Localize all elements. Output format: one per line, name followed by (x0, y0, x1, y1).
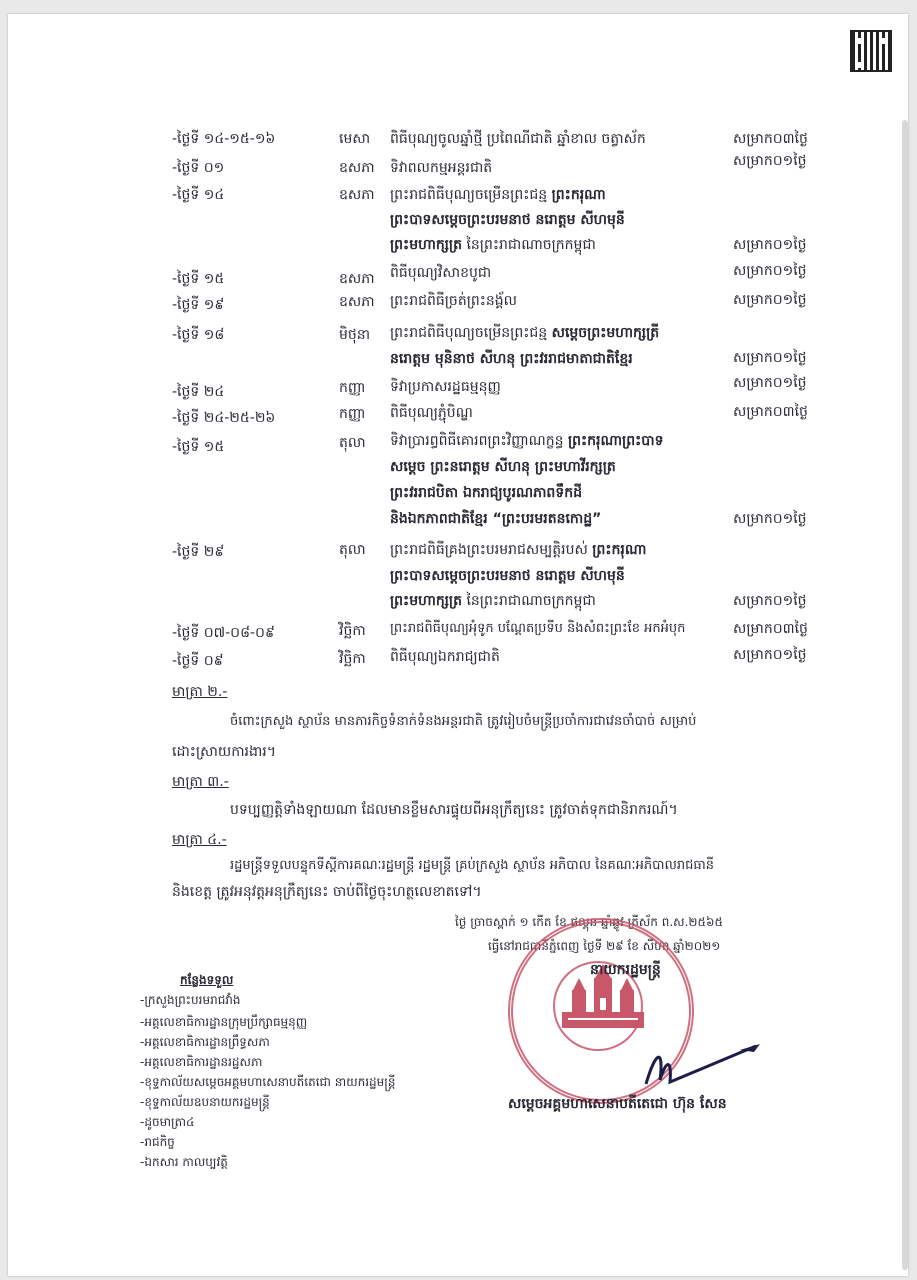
holiday-month: មិថុនា (339, 327, 371, 343)
holiday-rest: សម្រាក០១ថ្ងៃ (733, 350, 807, 366)
holiday-day: -ថ្ងៃទី ០៧-០៨-០៩ (172, 625, 275, 641)
holiday-event: ទិវាប្រកាសរដ្ឋធម្មនុញ្ញ (390, 379, 501, 395)
holiday-day: -ថ្ងៃទី ០៩ (172, 653, 224, 669)
signer-title: នាយករដ្ឋមន្ត្រី (590, 962, 661, 978)
holiday-event: ព្រះរាជពិធីបុណ្យចម្រើនព្រះជន្ម សម្តេចព្រះមហាក្សត្រី (390, 325, 660, 341)
holiday-day: -ថ្ងៃទី ២៤-២៥-២៦ (172, 410, 276, 426)
holiday-month: ឧសភា (339, 187, 375, 203)
holiday-month: វិច្ឆិកា (339, 623, 366, 639)
holiday-event-line3: ព្រះមហាក្សត្រ នៃព្រះរាជាណាចក្រកម្ពុជា (390, 593, 596, 609)
holiday-event: ពិធីបុណ្យចូលឆ្នាំថ្មី ប្រពៃណីជាតិ ឆ្នាំខាល ចត្វាស័ក (390, 131, 646, 147)
holiday-day: -ថ្ងៃទី ១៩ (172, 297, 225, 313)
article2-heading: មាត្រា ២.- (172, 684, 228, 700)
cc-item: -អគ្គលេខាធិការដ្ឋានរដ្ឋសភា (140, 1055, 263, 1069)
article3-heading: មាត្រា ៣.- (172, 774, 229, 790)
holiday-rest: សម្រាក០៣ថ្ងៃ (733, 131, 808, 147)
article4-line1: រដ្ឋមន្ត្រីទទួលបន្ទុកទីស្តីការគណៈរដ្ឋមន្ត្រី រដ្ឋមន្ត្រី គ្រប់ក្រសួង ស្ថាប័ន អភិបាល នៃគណៈអភិបាលរាជធានី (230, 858, 715, 873)
holiday-month: ឧសភា (339, 160, 375, 176)
holiday-event-line2: សម្តេច ព្រះនរោត្តម សីហនុ ព្រះមហាវីរក្សត្រ (390, 459, 616, 475)
holiday-month: ឧសភា (339, 294, 375, 310)
holiday-event-line2: នរោត្តម មុនិនាថ សីហនុ ព្រះវររាជមាតាជាតិខ្មែរ (390, 351, 633, 367)
holiday-rest: សម្រាក០១ថ្ងៃ (733, 153, 807, 169)
holiday-event-line2: ព្រះបាទសម្តេចព្រះបរមនាថ នរោត្តម សីហមុនី (390, 568, 625, 584)
holiday-day: -ថ្ងៃទី ០១ (172, 160, 225, 176)
holiday-rest: សម្រាក០១ថ្ងៃ (733, 593, 807, 609)
holiday-day: -ថ្ងៃទី ១៨ (172, 327, 225, 343)
holiday-rest: សម្រាក០៣ថ្ងៃ (733, 621, 808, 637)
holiday-day: -ថ្ងៃទី ២៩ (172, 544, 225, 560)
cc-item: -ខុទ្ទកាល័យឧបនាយករដ្ឋមន្ត្រី (140, 1095, 270, 1109)
cc-item: -អគ្គលេខាធិការដ្ឋានក្រុមប្រឹក្សាធម្មនុញ្ញ (140, 1015, 308, 1029)
holiday-rest: សម្រាក០៣ថ្ងៃ (733, 404, 808, 420)
cc-item: -អគ្គលេខាធិការដ្ឋានព្រឹទ្ធសភា (140, 1035, 270, 1049)
holiday-event: ទិវាពលកម្មអន្តរជាតិ (390, 160, 493, 176)
qr-code-icon (850, 30, 892, 72)
date-lunar: ថ្ងៃ ច្រាចស្ពាក់ ១ កើត ខែ ផល្គុន ឆ្នាំឆ្លូវ ត្រីស័ក ព.ស.២៥៦៥ (455, 915, 723, 929)
holiday-day: -ថ្ងៃទី ២៤ (172, 384, 225, 400)
article3-line1: បទប្បញ្ញត្តិទាំងឡាយណា ដែលមានខ្លឹមសារផ្ទុយពីអនុក្រឹត្យនេះ ត្រូវចាត់ទុកជានិរាករណ៍។ (230, 802, 678, 818)
holiday-event: ពិធីបុណ្យភ្ជុំបិណ្ឌ (390, 405, 473, 421)
cc-item: -ខុទ្ទកាល័យសម្តេចអគ្គមហាសេនាបតីតេជោ នាយករដ្ឋមន្ត្រី (140, 1075, 396, 1089)
cc-item: -ក្រសួងព្រះបរមរាជវាំង (140, 993, 241, 1007)
holiday-rest: សម្រាក០១ថ្ងៃ (733, 647, 807, 663)
holiday-rest: សម្រាក០១ថ្ងៃ (733, 237, 807, 253)
cc-title: កន្លែងទទួល (180, 973, 234, 987)
holiday-event: ព្រះរាជពិធីបុណ្យអុំទូក បណ្តែតប្រទីប និងសំពះព្រះខែ អកអំបុក (390, 621, 686, 636)
holiday-month: វិច្ឆិកា (339, 651, 366, 667)
holiday-month: តុលា (339, 435, 366, 451)
holiday-rest: សម្រាក០១ថ្ងៃ (733, 263, 807, 279)
holiday-rest: សម្រាក០១ថ្ងៃ (733, 511, 807, 527)
cc-item: -ឯកសារ កាលប្បវត្តិ (140, 1155, 228, 1169)
holiday-event: ពិធីបុណ្យឯករាជ្យជាតិ (390, 649, 500, 665)
holiday-event-line3: ព្រះវររាជបិតា ឯករាជ្យបូរណភាពទឹកដី (390, 485, 582, 501)
holiday-event: ព្រះរាជពិធីច្រត់ព្រះនង្គ័ល (390, 293, 518, 309)
holiday-day: -ថ្ងៃទី ១៤ (172, 187, 225, 203)
holiday-day: -ថ្ងៃទី ១៤-១៥-១៦ (172, 131, 276, 147)
holiday-event-line3: ព្រះមហាក្សត្រ នៃព្រះរាជាណាចក្រកម្ពុជា (390, 237, 596, 253)
holiday-event-line4: និងឯកភាពជាតិខ្មែរ “ព្រះបរមរតនកោដ្ឋ” (390, 511, 602, 527)
article2-line1: ចំពោះក្រសួង ស្ថាប័ន មានភារកិច្ចទំនាក់ទំនងអន្តរជាតិ ត្រូវរៀបចំមន្ត្រីប្រចាំការជាវេនចាំបាច់ សម្រាប់ (230, 714, 697, 729)
holiday-event: ពិធីបុណ្យវិសាខបូជា (390, 265, 492, 281)
scrollbar[interactable] (902, 120, 908, 1270)
holiday-rest: សម្រាក០១ថ្ងៃ (733, 292, 807, 308)
article4-heading: មាត្រា ៤.- (172, 832, 227, 848)
holiday-event: ទិវាប្រារព្ធពិធីគោរពព្រះវិញ្ញាណក្ខន្ធ ព្រះករុណាព្រះបាទ (390, 433, 664, 449)
holiday-event: ព្រះរាជពិធីបុណ្យចម្រើនព្រះជន្ម ព្រះករុណា (390, 187, 606, 203)
article4-line2: និងខេត្ត ត្រូវអនុវត្តអនុក្រឹត្យនេះ ចាប់ពីថ្ងៃចុះហត្ថលេខាតទៅ។ (172, 884, 482, 900)
holiday-month: កញ្ញា (339, 380, 366, 396)
holiday-month: មេសា (339, 131, 371, 147)
signature (636, 1040, 766, 1090)
cc-item: -រាជកិច្ច (140, 1135, 175, 1149)
holiday-day: -ថ្ងៃទី ១៥ (172, 271, 225, 287)
holiday-month: ឧសភា (339, 271, 375, 287)
signer-name: សម្តេចអគ្គមហាសេនាបតីតេជោ ហ៊ុន សែន (508, 1096, 727, 1112)
holiday-month: តុលា (339, 542, 366, 558)
holiday-event: ព្រះរាជពិធីគ្រងព្រះបរមរាជសម្បត្តិរបស់ ព្រះករុណា (390, 542, 647, 558)
date-solar: ធ្វើនៅរាជធានីភ្នំពេញ ថ្ងៃទី ២៩ ខែ សីហា ឆ្នាំ២០២១ (488, 939, 721, 953)
holiday-day: -ថ្ងៃទី ១៥ (172, 439, 225, 455)
cc-item: -ដូចមាត្រា៤ (140, 1115, 195, 1129)
article2-line2: ដោះស្រាយការងារ។ (172, 744, 276, 760)
holiday-month: កញ្ញា (339, 406, 366, 422)
holiday-event-line2: ព្រះបាទសម្តេចព្រះបរមនាថ នរោត្តម សីហមុនី (390, 212, 625, 228)
holiday-rest: សម្រាក០១ថ្ងៃ (733, 375, 807, 391)
